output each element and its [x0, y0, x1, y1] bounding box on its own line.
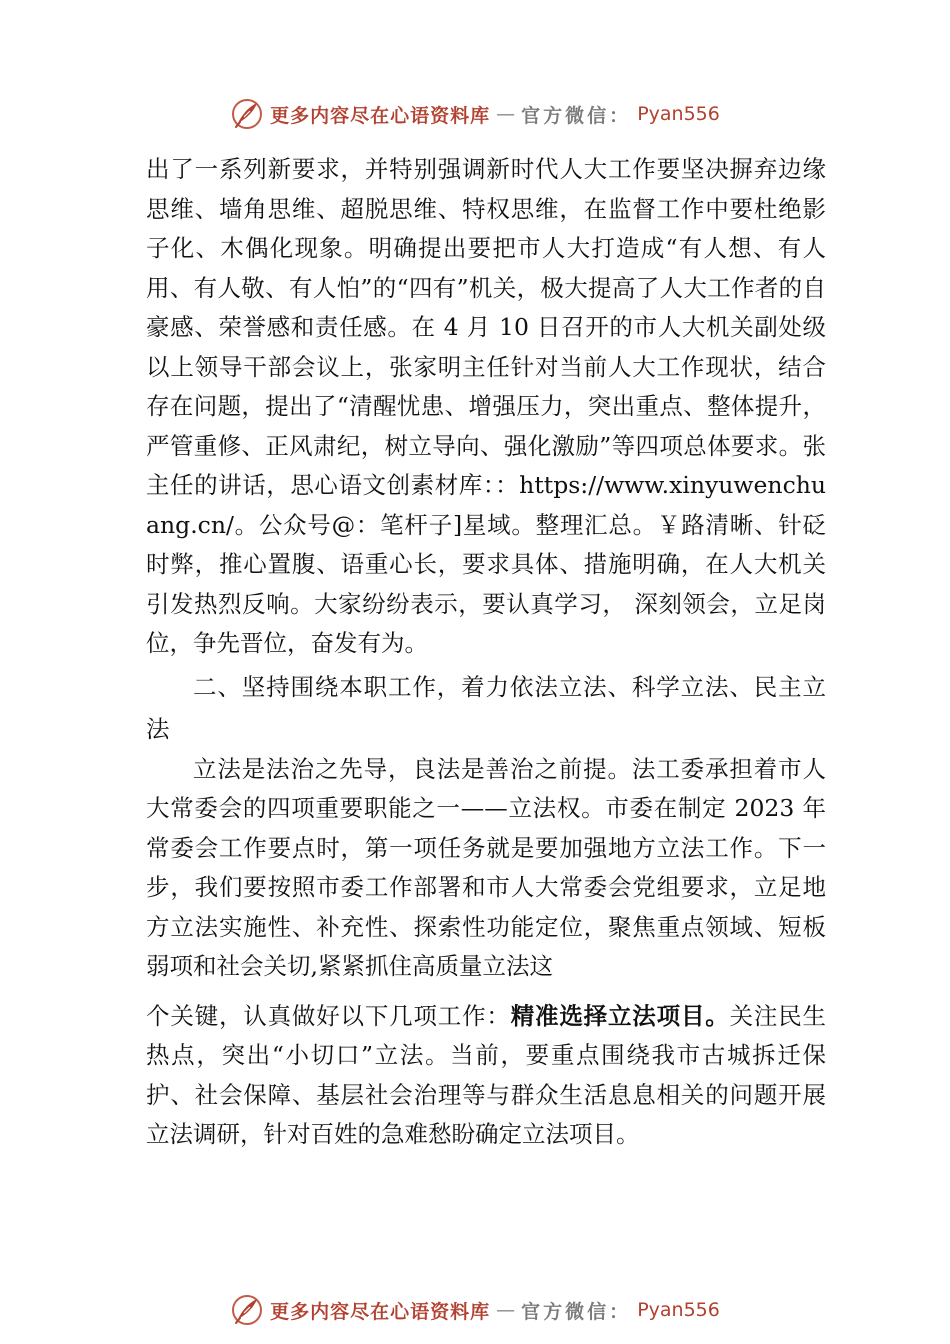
- watermark-brand: 更多内容尽在心语资料库: [270, 104, 491, 127]
- watermark-wechat-label: 官方微信：: [521, 1300, 632, 1323]
- paragraph-1: 出了一系列新要求，并特别强调新时代人大工作要坚决摒弃边缘思维、墙角思维、超脱思维、特权思维，在监督工作中要杜绝影子化、木偶化现象。明确提出要把市人大打造成“有人想、有人用、有人敬、有人怕”的“四有”机关，极大提高了人大工作者的自豪感、荣誉感和责任感。在 4 月 10 日召开的市人大机关副处级以上领导干部会议上，张家明主任针对当前人大工作现状，结合存在问题，提出了“清醒忧患、增强压力，突出重点、整体提升，严管重修、正风肃纪，树立导向、强化激励”等四项总体要求。张主任的讲话，思心语文创素材库：：https://www.xinyuwenchuang.cn/。公众号@：笔杆子]星域。整理汇总。￥路清晰、针砭时弊，推心置腹、语重心长，要求具体、措施明确，在人大机关引发热烈反响。大家纷纷表示，要认真学习， 深刻领会，立足岗位，争先晋位，奋发有为。: [146, 155, 826, 657]
- paragraph-legislation-text-a: 立法是法治之先导，良法是善治之前提。法工委承担着市人大常委会的四项重要职能之一——立法权。市委在制定 2023 年常委会工作要点时，第一项任务就是要加强地方立法工作。下一步，我们要按照市委工作部署和市人大常委会党组要求，立足地方立法实施性、补充性、探索性功能定位，聚焦重点领域、短板弱项和社会关切,紧紧抓住高质量立法这: [146, 754, 826, 980]
- quill-logo-icon: [230, 97, 264, 131]
- paragraph-legislation-text-b: 个关键，认真做好以下几项工作：: [146, 1001, 511, 1030]
- footer-watermark: [0, 1290, 950, 1330]
- watermark-wechat-id: Pyan556: [637, 103, 720, 125]
- paragraph-legislation-bold: 精准选择立法项目。: [510, 1001, 730, 1030]
- header-watermark: [0, 94, 950, 134]
- watermark-brand: 更多内容尽在心语资料库: [270, 1300, 491, 1323]
- document-body: [146, 150, 826, 1155]
- quill-logo-icon: [230, 1293, 264, 1327]
- paragraph-gap: [146, 987, 826, 997]
- watermark-wechat-id: Pyan556: [637, 1299, 720, 1321]
- paragraph-legislation-text-c: 关注民生热点，突出“小切口”立法。当前，要重点围绕我市古城拆迁保护、社会保障、基层社会治理等与群众生活息息相关的问题开展立法调研，针对百姓的急难愁盼确定立法项目。: [146, 1001, 827, 1148]
- watermark-separator: —: [496, 103, 516, 125]
- section-heading-2: 二、坚持围绕本职工作，着力依法立法、科学立法、民主立法: [146, 672, 826, 743]
- paragraph-legislation: [146, 750, 826, 1155]
- watermark-separator: —: [496, 1299, 516, 1321]
- watermark-wechat-label: 官方微信：: [521, 104, 632, 127]
